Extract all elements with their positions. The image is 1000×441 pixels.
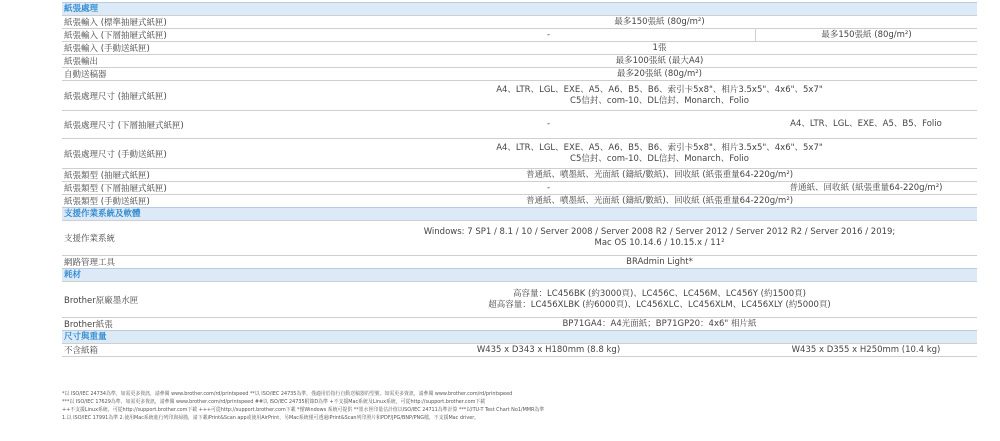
- section-header-supplies: 耗材: [62, 268, 977, 281]
- spec-row: [62, 181, 977, 194]
- spec-value-model-a: -: [546, 182, 551, 193]
- spec-row: [62, 15, 977, 28]
- spec-value-model-b: 普通紙、回收紙 (紙張重量64-220g/m²): [789, 182, 943, 193]
- spec-row: [62, 220, 977, 255]
- spec-value: A4、LTR、LGL、EXE、A5、A6、B5、B6、索引卡5x8"、相片3.5x5"、4x6"、5x7" C5信封、com-10、DL信封、Monarch、Folio: [496, 142, 823, 164]
- spec-label: 不含紙箱: [64, 346, 99, 356]
- spec-label: 紙張類型 (抽屜式紙匣): [64, 171, 150, 181]
- spec-label: 紙張處理尺寸 (抽屜式紙匣): [64, 91, 167, 102]
- spec-value: BP71GA4：A4光面紙；BP71GP20：4x6" 相片紙: [562, 318, 757, 329]
- spec-row: [62, 28, 977, 41]
- spec-label: 紙張輸入 (下層抽屜式紙匣): [64, 31, 167, 41]
- spec-row: [62, 138, 977, 168]
- spec-value-model-a: W435 x D343 x H180mm (8.8 kg): [476, 344, 621, 355]
- spec-label: 紙張類型 (下層抽屜式紙匣): [64, 184, 167, 194]
- spec-value-model-b: W435 x D355 x H250mm (10.4 kg): [791, 344, 941, 355]
- spec-value: 普通紙、噴墨紙、光面紙 (鑄紙/數紙)、回收紙 (紙張重量64-220g/m²): [525, 195, 794, 206]
- section-header-os-software: 支援作業系統及軟體: [62, 207, 977, 220]
- spec-value-model-a: -: [546, 29, 551, 40]
- table-bottom-rule: [62, 356, 977, 357]
- footnote-line: ***以 ISO/IEC 17629為準，如需更多資訊，請參閱 www.brother.com/rd/printspeed ##以 ISO/IEC 24735附錄D為準 +不支援Mac系統及Linux系統，可從http://support.brother.com下載: [62, 399, 486, 405]
- spec-label: 紙張輸出: [64, 57, 99, 67]
- spec-value: 1張: [652, 42, 667, 53]
- spec-row: [62, 281, 977, 317]
- spec-value-model-b: A4、LTR、LGL、EXE、A5、B5、Folio: [790, 119, 942, 129]
- spec-value: A4、LTR、LGL、EXE、A5、A6、B5、B6、索引卡5x8"、相片3.5x5"、4x6"、5x7" C5信封、com-10、DL信封、Monarch、Folio: [496, 84, 823, 106]
- spec-row: [62, 343, 977, 356]
- spec-value-model-b: 最多150張紙 (80g/m²): [755, 29, 977, 41]
- spec-label: 網路管理工具: [64, 258, 116, 268]
- spec-value: 最多100張紙 (最大A4): [615, 55, 704, 66]
- spec-label: Brother紙張: [64, 320, 113, 330]
- footnotes: [62, 390, 942, 422]
- spec-row: [62, 110, 977, 138]
- section-header-paper-handling: 紙張處理: [62, 2, 977, 15]
- footnote-line: ++不支援Linux系統，可從http://support.brother.com下載 +++可從http://support.brother.com下載 *僅Windows 系統可提供 **墨水匣印量估計值以ISO/IEC 24711為準計算 ***以ITU-T Test Chart No1/MMR為準: [62, 407, 545, 413]
- spec-row: [62, 54, 977, 67]
- spec-row: [62, 67, 977, 80]
- spec-label: 紙張類型 (手動送紙匣): [64, 197, 150, 207]
- footnote-line: *以 ISO/IEC 24734為準，如需更多資訊，請參閱 www.brother.com/rd/printspeed **以 ISO/IEC 24735為準，僅適用於指行自動送稿器的型號，如需更多資訊，請參閱 www.brother.com/rd/printspeed: [62, 391, 513, 397]
- spec-row: [62, 194, 977, 207]
- spec-row: [62, 255, 977, 268]
- spec-label: 支援作業系統: [64, 234, 116, 244]
- spec-label: 自動送稿器: [64, 70, 107, 80]
- spec-label: 紙張輸入 (標準抽屜式紙匣): [64, 18, 167, 28]
- footnote-line: 1.以 ISO/IEC 17991為準 2.使用Mac系統進行列印與掃描，請下載iPrint&Scan app或使用AirPrint，另Mac系統僅可透過iPrint&Scan列印照片和PDF/JPG/BNP/PNG檔，不支援Mac driver。: [62, 415, 480, 421]
- spec-value: BRAdmin Light*: [626, 256, 693, 267]
- spec-label: 紙張處理尺寸 (手動送紙匣): [64, 149, 167, 160]
- spec-label: 紙張處理尺寸 (下層抽屜式紙匣): [64, 120, 184, 131]
- spec-value: 最多20張紙 (80g/m²): [617, 68, 702, 79]
- spec-row: [62, 317, 977, 330]
- spec-table: [62, 2, 977, 357]
- spec-label: 紙張輸入 (手動送紙匣): [64, 44, 150, 54]
- spec-row: [62, 168, 977, 181]
- spec-row: [62, 80, 977, 110]
- spec-value: 最多150張紙 (80g/m²): [614, 16, 705, 27]
- spec-value: 普通紙、噴墨紙、光面紙 (鑄紙/數紙)、回收紙 (紙張重量64-220g/m²): [525, 169, 794, 180]
- spec-value: Windows: 7 SP1 / 8.1 / 10 / Server 2008 / Server 2008 R2 / Server 2012 / Server 2012 R2 / Server 2016 / 2019; Mac OS 10.14.6 / 10.15.x / 11²: [423, 227, 896, 248]
- section-header-dimensions: 尺寸與重量: [62, 330, 977, 343]
- spec-label: Brother原廠墨水匣: [64, 295, 139, 306]
- spec-value: 高容量：LC456BK (約3000頁)、LC456C、LC456M、LC456Y (約1500頁) 超高容量：LC456XLBK (約6000頁)、LC456XLC、LC456XLM、LC456XLY (約5000頁): [488, 288, 831, 310]
- spec-value-model-a: -: [546, 119, 551, 129]
- spec-row: [62, 41, 977, 54]
